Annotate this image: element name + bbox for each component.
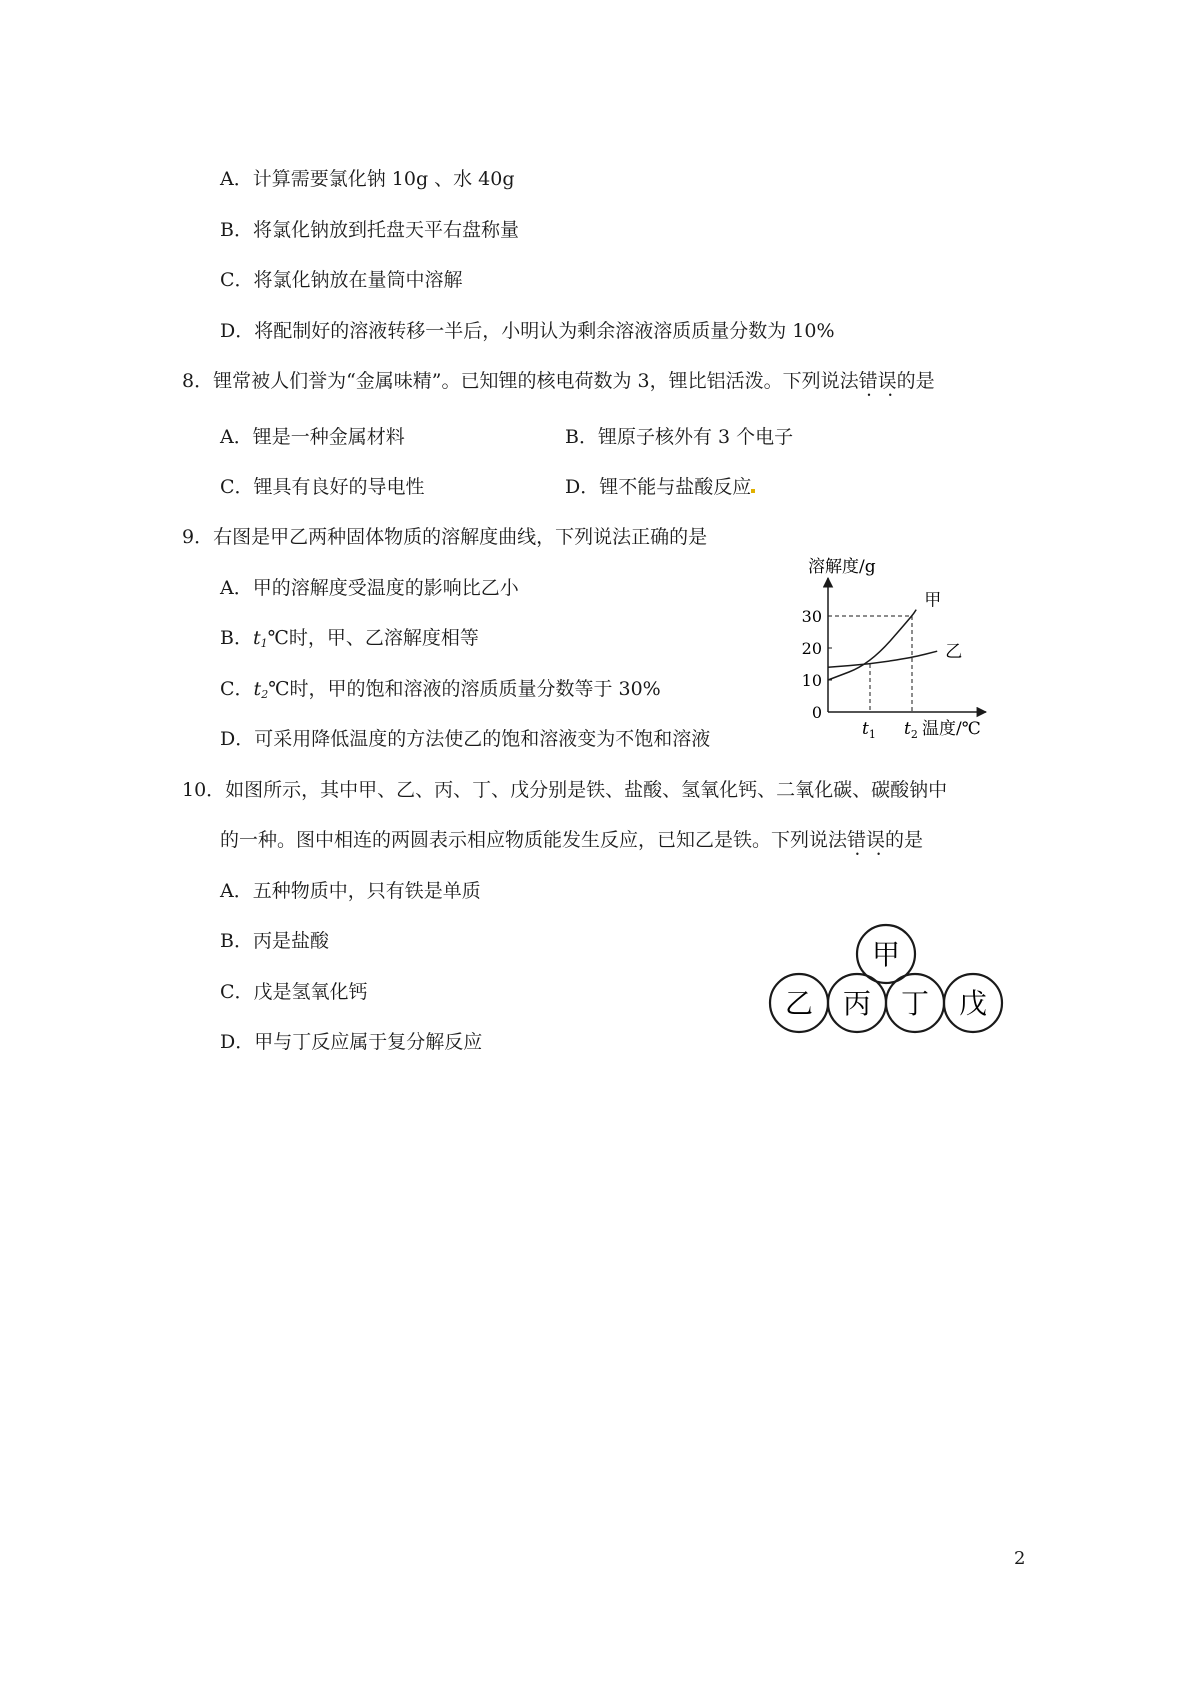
q10-stem-end: 的是 (885, 829, 924, 851)
q9-option-b (220, 626, 479, 656)
q9-stem: 9．右图是甲乙两种固体物质的溶解度曲线，下列说法正确的是 (182, 526, 708, 548)
q8-option-d (565, 475, 755, 499)
q7-option-a: A．计算需要氯化钠 10g 、水 40g (220, 168, 515, 190)
q9-option-c-var: t (253, 678, 262, 700)
q10-option-b: B．丙是盐酸 (220, 930, 329, 952)
series-label: 乙 (945, 642, 963, 663)
highlight-mark (751, 489, 755, 493)
y-tick-label: 20 (801, 639, 822, 658)
q9-option-b-sub: 1 (260, 637, 268, 650)
q10-stem-emphasis: 错误 • • (847, 829, 885, 851)
solubility-chart (790, 548, 1020, 748)
circle-bing-label: 丙 (842, 987, 872, 1020)
q9-option-c (220, 677, 661, 707)
x-tick-label: $t_1$ (862, 719, 876, 741)
q9-option-c-sub: 2 (261, 688, 269, 701)
series-label: 甲 (924, 590, 942, 611)
q9-option-b-rest: ℃时，甲、乙溶解度相等 (267, 627, 479, 649)
q8-option-c: C．锂具有良好的导电性 (220, 476, 425, 498)
series-line-yi (828, 651, 937, 667)
circle-wu-label: 戊 (958, 987, 988, 1020)
q8-stem-emphasis: 错误 • • (859, 370, 897, 392)
q9-option-a: A．甲的溶解度受温度的影响比乙小 (220, 577, 519, 599)
q8-option-b: B．锂原子核外有 3 个电子 (565, 426, 794, 448)
q10-option-d: D．甲与丁反应属于复分解反应 (220, 1031, 483, 1053)
q10-stem-line1: 10．如图所示，其中甲、乙、丙、丁、戊分别是铁、盐酸、氢氧化钙、二氧化碳、碳酸钠中 (182, 779, 948, 801)
circle-yi (770, 974, 828, 1032)
q8-stem-main: 8．锂常被人们誉为“金属味精”。已知锂的核电荷数为 3，锂比铝活泼。下列说法 (182, 370, 859, 392)
circle-yi-label: 乙 (784, 987, 814, 1020)
q10-stem-line2 (220, 828, 923, 852)
circle-ding (886, 974, 944, 1032)
y-tick-label: 10 (801, 671, 822, 690)
q8-stem-end: 的是 (896, 370, 935, 392)
q7-option-d: D．将配制好的溶液转移一半后，小明认为剩余溶液溶质质量分数为 10% (220, 320, 835, 342)
q9-option-b-prefix: B． (220, 627, 253, 649)
x-tick-label: $t_2$ (904, 719, 918, 741)
series-line-jia (828, 610, 916, 680)
q9-option-c-prefix: C． (220, 678, 254, 700)
q8-option-a: A．锂是一种金属材料 (220, 426, 405, 448)
q8-option-d-text: D．锂不能与盐酸反应 (565, 476, 752, 498)
q10-option-a: A．五种物质中，只有铁是单质 (220, 880, 481, 902)
q10-stem-main: 的一种。图中相连的两圆表示相应物质能发生反应，已知乙是铁。下列说法 (220, 829, 848, 851)
q9-option-b-var: t (252, 627, 261, 649)
circle-jia-label: 甲 (871, 938, 901, 971)
reaction-circles-diagram (762, 920, 1012, 1050)
circle-ding-label: 丁 (900, 987, 930, 1020)
x-axis-label: 温度/℃ (922, 719, 981, 739)
circle-bing (828, 974, 886, 1032)
q8-stem (182, 369, 935, 393)
q7-option-b: B．将氯化钠放到托盘天平右盘称量 (220, 219, 519, 241)
circle-wu (944, 974, 1002, 1032)
y-axis-label: 溶解度/g (808, 557, 876, 577)
y-tick-label: 0 (811, 703, 822, 722)
y-tick-label: 30 (801, 607, 822, 626)
q9-option-c-rest: ℃时，甲的饱和溶液的溶质质量分数等于 30% (268, 678, 661, 700)
q10-option-c: C．戊是氢氧化钙 (220, 981, 368, 1003)
q9-option-d: D．可采用降低温度的方法使乙的饱和溶液变为不饱和溶液 (220, 728, 711, 750)
page-number: 2 (1014, 1548, 1026, 1569)
q7-option-c: C．将氯化钠放在量筒中溶解 (220, 269, 463, 291)
